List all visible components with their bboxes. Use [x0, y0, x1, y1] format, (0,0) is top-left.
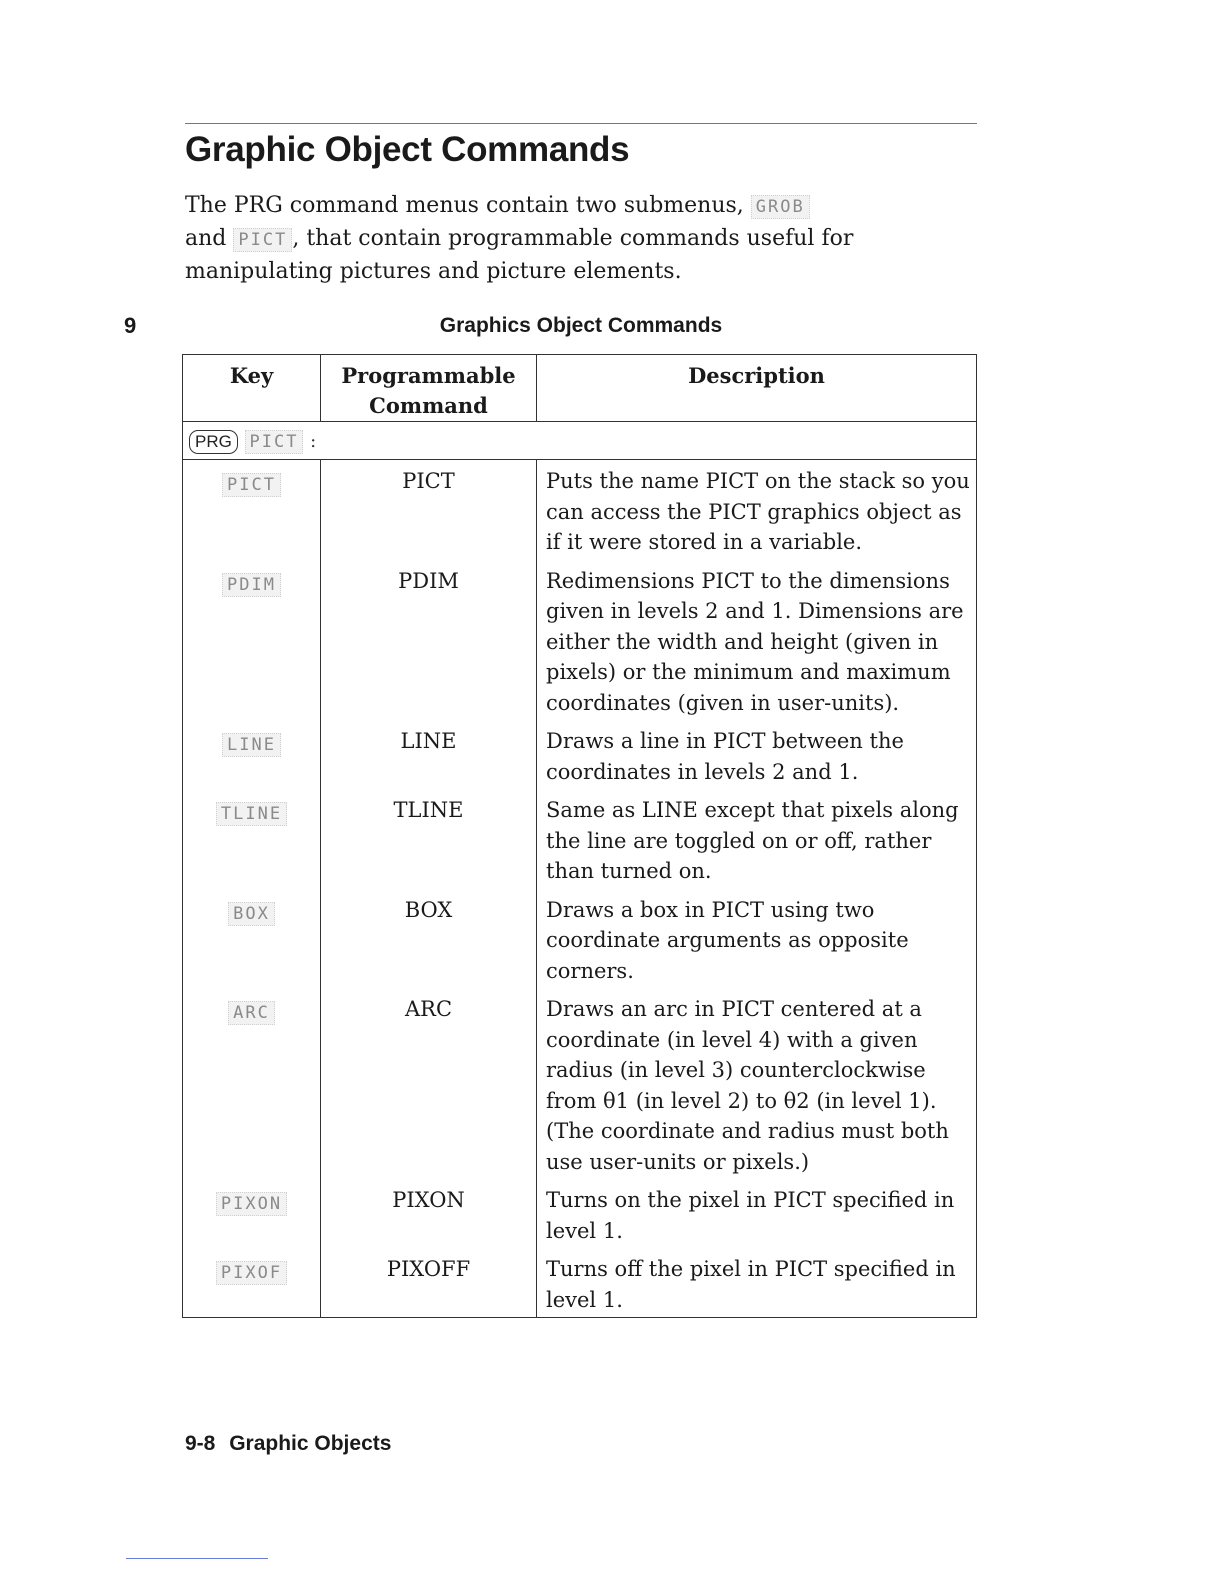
menu-key-label: PICT	[222, 473, 281, 497]
command-cell: ARC	[321, 988, 537, 1179]
intro-paragraph	[185, 190, 945, 287]
description-cell: Redimensions PICT to the dimensions given in levels 2 and 1. Dimensions are either the width and height (given in pixels) or the minimum and maximum coordinates (given in user-units).	[537, 560, 977, 721]
grob-menu-key: GROB	[751, 195, 810, 219]
key-cell	[183, 988, 321, 1179]
commands-table	[182, 354, 977, 1318]
command-cell: LINE	[321, 720, 537, 789]
description-cell: Draws a line in PICT between the coordinates in levels 2 and 1.	[537, 720, 977, 789]
description-cell: Turns off the pixel in PICT specified in level 1.	[537, 1248, 977, 1318]
table-row	[183, 988, 977, 1179]
table-row	[183, 460, 977, 560]
table-row	[183, 720, 977, 789]
key-cell	[183, 560, 321, 721]
menu-key-label: LINE	[222, 733, 281, 757]
key-cell	[183, 1248, 321, 1318]
description-cell: Draws a box in PICT using two coordinate arguments as opposite corners.	[537, 889, 977, 989]
menu-key-label: PIXOF	[216, 1261, 287, 1285]
pict-submenu-key: PICT	[245, 430, 304, 454]
command-cell: PIXOFF	[321, 1248, 537, 1318]
table-row	[183, 1179, 977, 1248]
intro-text-1: The PRG command menus contain two submenus,	[185, 193, 744, 218]
menu-key-label: ARC	[228, 1001, 275, 1025]
pict-menu-key: PICT	[233, 228, 292, 252]
command-cell: BOX	[321, 889, 537, 989]
table-row	[183, 889, 977, 989]
description-cell: Same as LINE except that pixels along the line are toggled on or off, rather than turned on.	[537, 789, 977, 889]
page-footer	[185, 1432, 391, 1456]
table-row	[183, 560, 977, 721]
command-cell: TLINE	[321, 789, 537, 889]
description-cell: Draws an arc in PICT centered at a coordinate (in level 4) with a given radius (in level 3) counterclockwise from θ1 (in level 2) to θ2 (in level 1). (The coordinate and radius must both use user-units or pixels.)	[537, 988, 977, 1179]
page-title: Graphic Object Commands	[185, 130, 630, 169]
group-row	[183, 422, 977, 460]
prg-key-icon: PRG	[189, 430, 238, 454]
key-cell	[183, 789, 321, 889]
header-rule	[185, 123, 977, 124]
command-cell: PDIM	[321, 560, 537, 721]
header-command: Programmable Command	[321, 355, 537, 422]
command-cell: PICT	[321, 460, 537, 560]
menu-key-label: PDIM	[222, 573, 281, 597]
intro-text-2: and	[185, 226, 227, 251]
table-row	[183, 1248, 977, 1318]
footer-section: Graphic Objects	[229, 1432, 392, 1455]
menu-key-label: BOX	[228, 902, 275, 926]
bottom-mark	[126, 1558, 268, 1559]
key-cell	[183, 460, 321, 560]
key-cell	[183, 1179, 321, 1248]
menu-key-label: PIXON	[216, 1192, 287, 1216]
menu-key-label: TLINE	[216, 802, 287, 826]
description-cell: Turns on the pixel in PICT specified in level 1.	[537, 1179, 977, 1248]
group-colon: :	[310, 430, 317, 452]
key-cell	[183, 720, 321, 789]
table-row	[183, 789, 977, 889]
header-description: Description	[537, 355, 977, 422]
key-cell	[183, 889, 321, 989]
command-cell: PIXON	[321, 1179, 537, 1248]
page-number: 9-8	[185, 1432, 216, 1455]
table-caption: Graphics Object Commands	[439, 314, 723, 337]
table-header-row	[183, 355, 977, 422]
description-cell: Puts the name PICT on the stack so you can access the PICT graphics object as if it were stored in a variable.	[537, 460, 977, 560]
intro-text-3: , that contain programmable commands useful for manipulating pictures and picture elements.	[185, 226, 854, 284]
chapter-tab: 9	[124, 313, 137, 338]
group-cell	[183, 422, 977, 460]
header-key: Key	[183, 355, 321, 422]
